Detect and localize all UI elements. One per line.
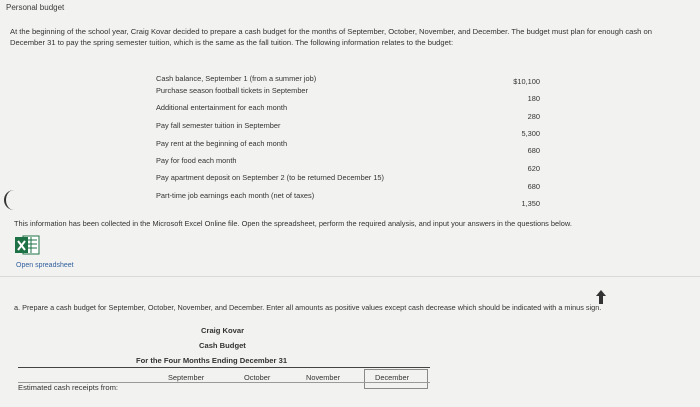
collected-note: This information has been collected in the Microsoft Excel Online file. Open the spreadsheet, perform the required analysis, and input your answers in the questions below. (14, 219, 572, 228)
info-value: $10,100 (513, 77, 540, 86)
info-value: 5,300 (521, 129, 540, 138)
info-value: 1,350 (521, 199, 540, 208)
info-value: 680 (527, 182, 540, 191)
info-label: Cash balance, September 1 (from a summer job) (156, 74, 317, 83)
info-label: Purchase season football tickets in September (156, 86, 309, 95)
info-label: Pay fall semester tuition in September (156, 121, 281, 130)
excel-file-icon[interactable] (14, 234, 40, 256)
info-label: Pay apartment deposit on September 2 (to be returned December 15) (156, 173, 385, 182)
section-divider (0, 276, 700, 277)
estimated-cash-receipts-label: Estimated cash receipts from: (18, 383, 119, 392)
info-label: Additional entertainment for each month (156, 103, 288, 112)
month-header-september: September (168, 373, 205, 382)
header-rule (18, 367, 430, 368)
info-value: 680 (527, 146, 540, 155)
month-header-december: December (375, 373, 410, 382)
info-value: 280 (527, 112, 540, 121)
question-a-text: a. Prepare a cash budget for September, October, November, and December. Enter all amounts as positive values except cash decrease which should be indicated with a minus sign. (14, 303, 602, 312)
intro-text: At the beginning of the school year, Craig Kovar decided to prepare a cash budget for the months of September, October, November, and December. The budget must plan for enough cash on December 31 to pay the spring semester tuition, which is the same as the fall tuition. The following information relates to the budget: (10, 27, 652, 47)
mouse-cursor-icon (596, 290, 606, 304)
budget-person-name: Craig Kovar (201, 326, 245, 335)
info-label: Pay for food each month (156, 156, 237, 165)
info-label: Pay rent at the beginning of each month (156, 139, 288, 148)
info-value: 620 (527, 164, 540, 173)
open-spreadsheet-link[interactable]: Open spreadsheet (16, 262, 74, 269)
info-value: 180 (527, 94, 540, 103)
section-title: Personal budget (6, 3, 65, 12)
budget-title: Cash Budget (199, 341, 246, 350)
info-label: Part-time job earnings each month (net of taxes) (156, 191, 315, 200)
month-header-october: October (244, 373, 271, 382)
month-header-november: November (306, 373, 341, 382)
budget-period: For the Four Months Ending December 31 (136, 356, 288, 365)
